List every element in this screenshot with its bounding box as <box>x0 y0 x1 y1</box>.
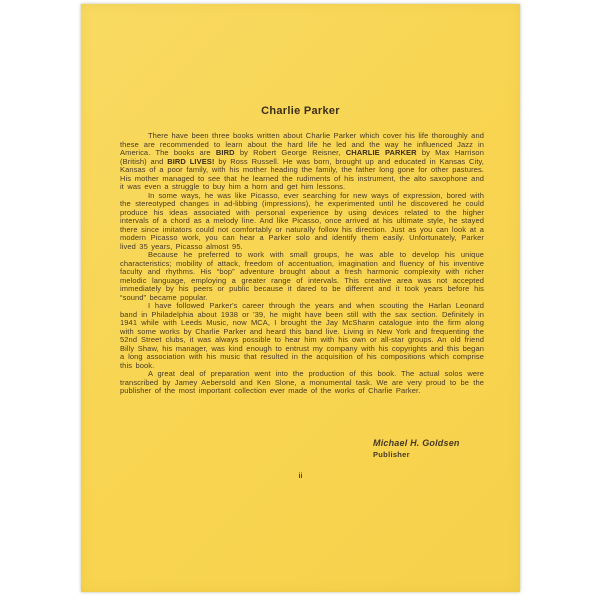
body-text <box>120 132 484 396</box>
signature-role: Publisher <box>373 450 410 459</box>
signature-block <box>373 438 460 459</box>
paragraph: Because he preferred to work with small groups, he was able to develop his unique characteristics; mobility of attack, freedom of accentuation, imagination and fluency of his inventive faculty and rhythms. His “bop” adventure brought about a fresh harmonic complexity with richer melodic language, employing a greater range of intervals. This creative area was not accepted immediately by his peers or public because it dared to be different and it took years before his “sound” became popular. <box>120 250 484 302</box>
signature-name: Michael H. Goldsen <box>373 438 460 448</box>
page-number: ii <box>298 473 303 480</box>
paper-page <box>81 4 520 592</box>
paragraph: There have been three books written about Charlie Parker which cover his life thoroughly and these are recommended to learn about the hard life he led and the way he influenced Jazz in America. The books are BIRD by Robert George Reisner, CHARLIE PARKER by Max Harrison (British) and BIRD LIVES! by Ross Russell. He was born, brought up and educated in Kansas City, Kansas of a poor family, with his mother heading the family, the father long gone for other pastures. His mother managed to see that he learned the rudiments of his instrument, the alto saxophone and it was even a struggle to buy him a horn and get him lessons. <box>120 131 484 191</box>
paragraph: I have followed Parker's career through the years and when scouting the Harlan Leonard band in Philadelphia about 1938 or '39, he might have been still with the sax section. Definitely in 1941 while with Leeds Music, now MCA, I brought the Jay McShann catalogue into the firm along with some works by Charlie Parker and heard this band live. Living in New York and frequenting the 52nd Street clubs, it was always possible to hear him with his own or all-star groups. An old friend Billy Shaw, his manager, was kind enough to entrust my company with his copyrights and this began a long association with his music that resulted in the acquisition of his compositions which comprise this book. <box>120 301 484 370</box>
paragraph: In some ways, he was like Picasso, ever searching for new ways of expression, bored with the stereotyped changes in ad-libbing (impressions), he experimented until he discovered he could produce his ideas associated with personal experience by using devices related to the higher intervals of a chord as a melody line. And like Picasso, once arrived at his ultimate style, he stayed there since imitators could not comfortably or naturally follow his direction. Just as you can look at a modern Picasso work, you can hear a Parker solo and identify them easily. Unfortunately, Parker lived 35 years, Picasso almost 95. <box>120 190 484 251</box>
paragraph: A great deal of preparation went into the production of this book. The actual solos were transcribed by Jamey Aebersold and Ken Slone, a monumental task. We are very proud to be the publisher of the most important collection ever made of the works of Charlie Parker. <box>120 369 484 395</box>
page-title: Charlie Parker <box>261 105 340 117</box>
